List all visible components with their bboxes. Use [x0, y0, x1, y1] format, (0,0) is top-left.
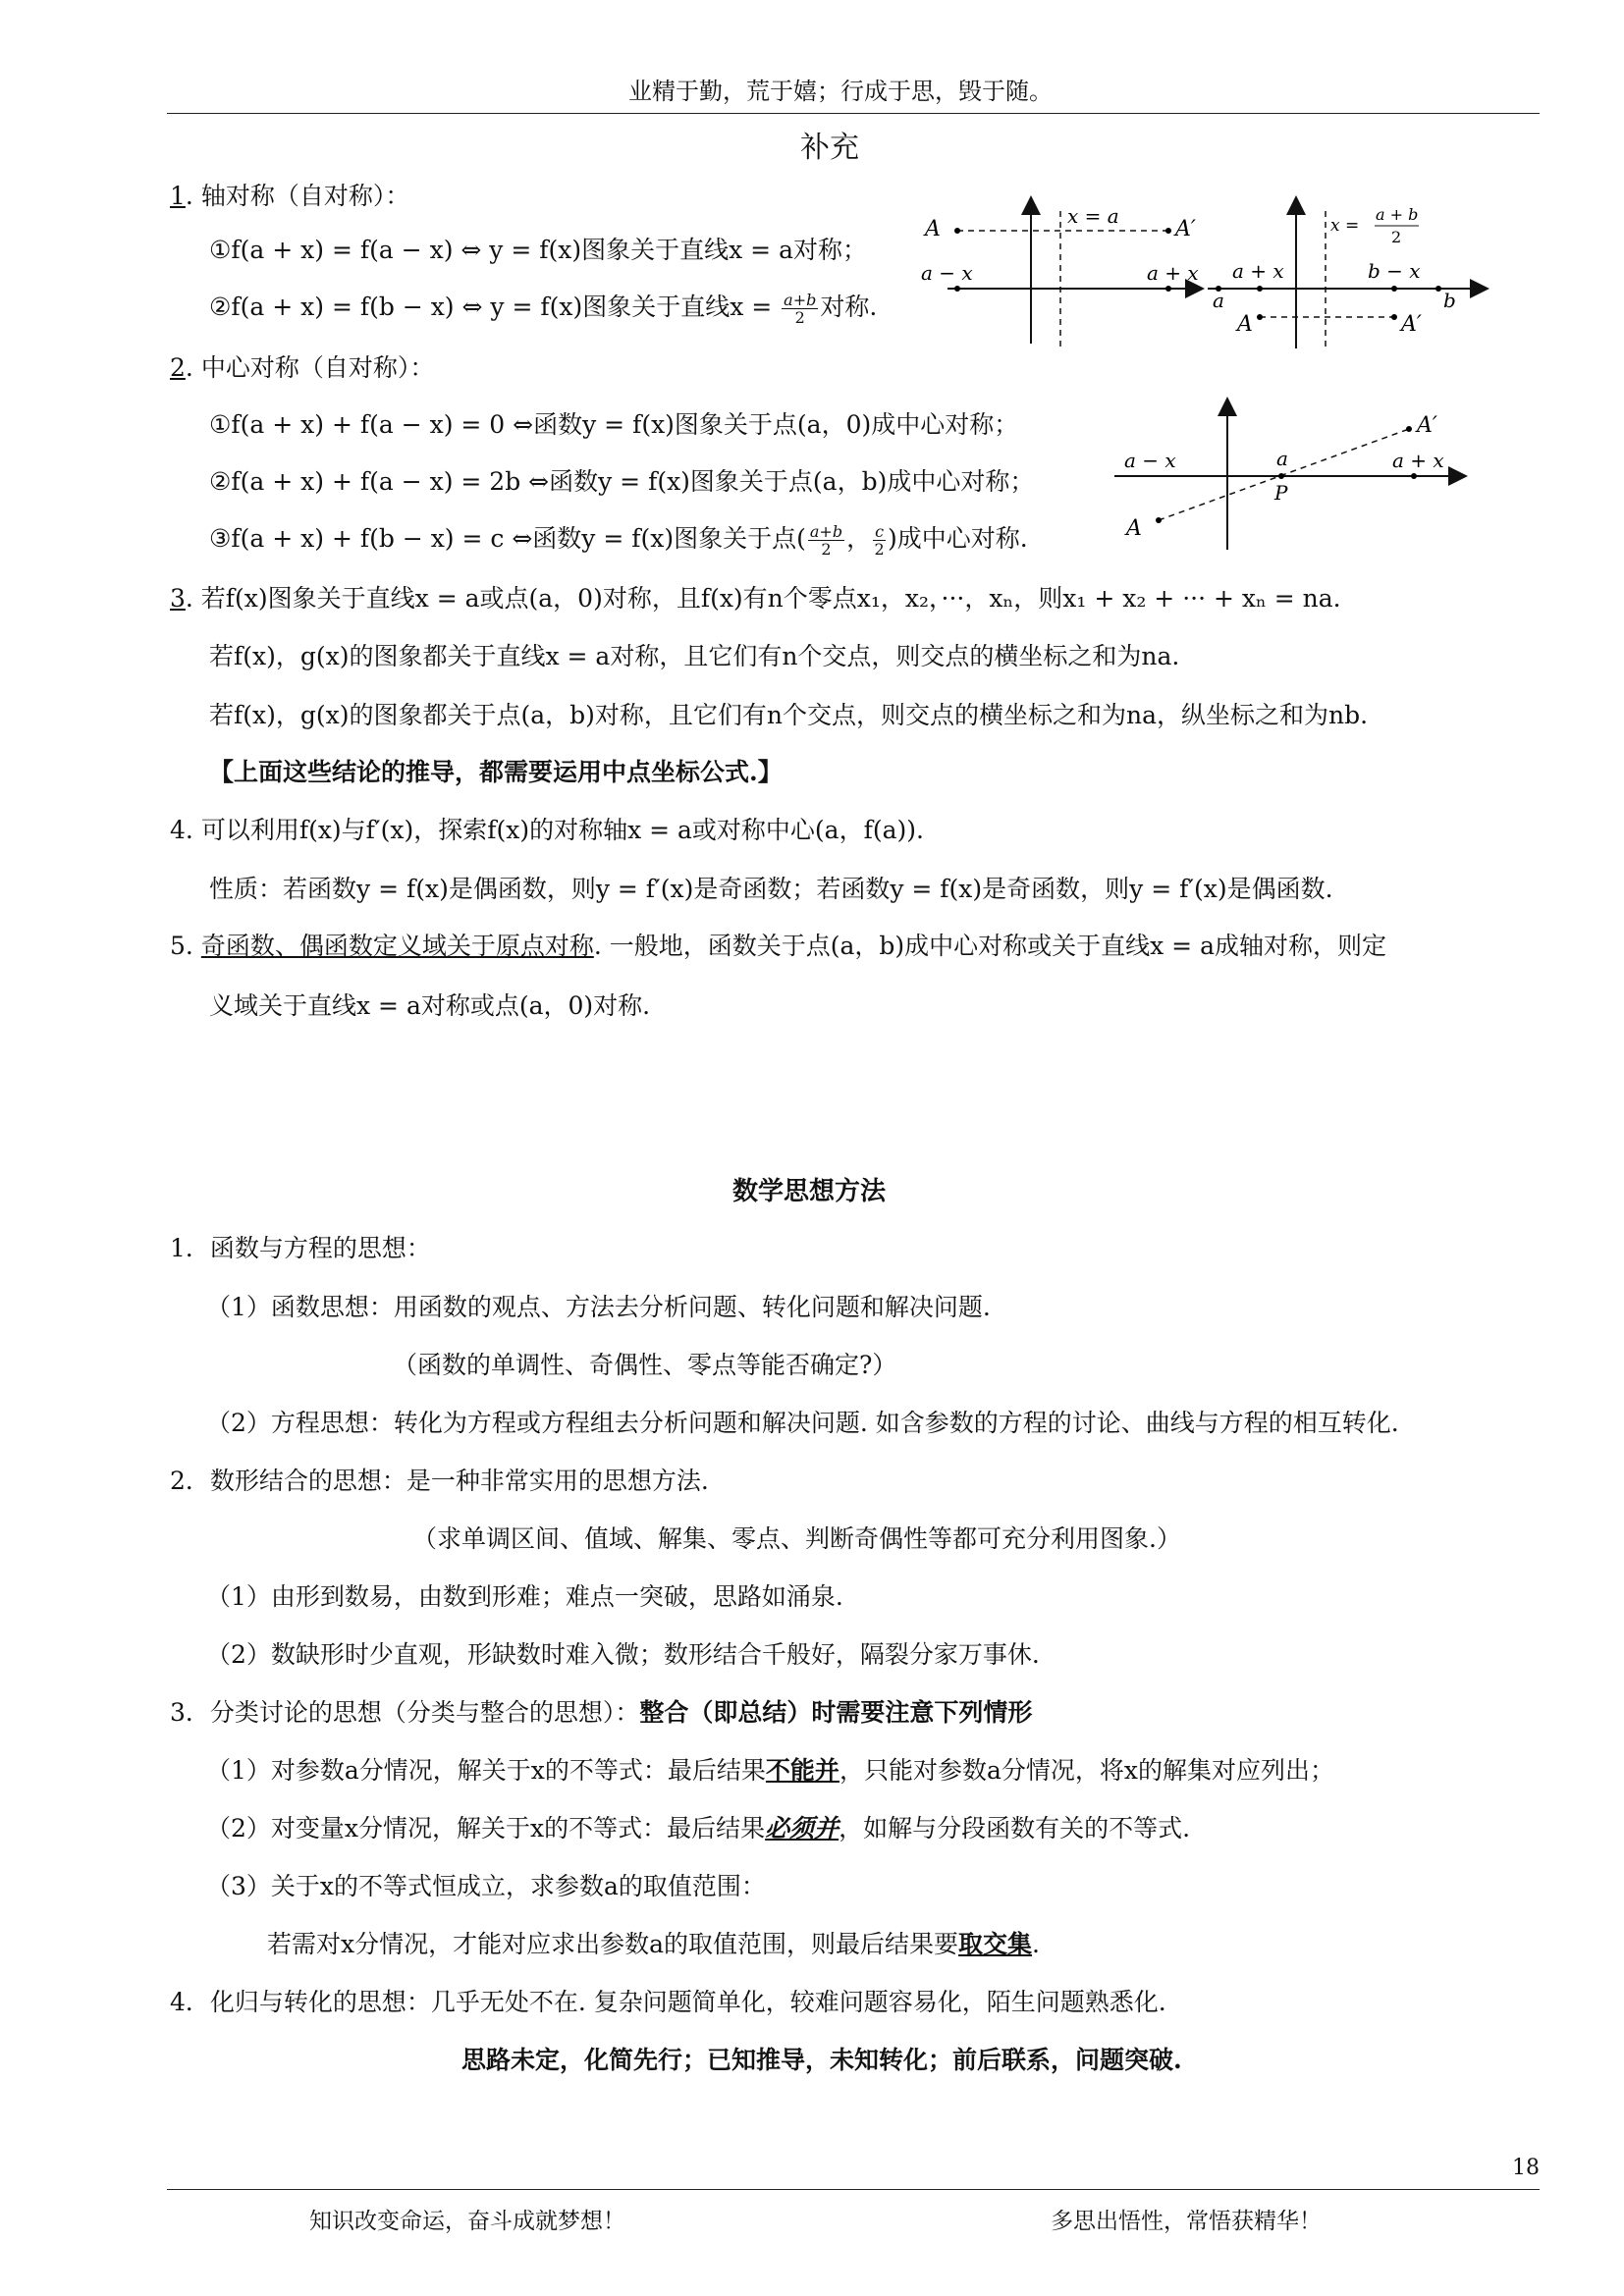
method1-function: （1）函数思想：用函数的观点、方法去分析问题、转化问题和解决问题. — [206, 1293, 991, 1321]
item2-line3: ③f(a + x) + f(b − x) = c ⇔函数y = f(x)图象关于点( $\frac{a+b}{2}$ ， $\frac{c}{2}$ )成中心对称. — [209, 522, 1028, 559]
method3-heading-bold: 整合（即总结）时需要注意下列情形 — [639, 1698, 1033, 1727]
fig3-tick-right — [1411, 473, 1417, 479]
method3-point2: （2）对变量x分情况，解关于x的不等式：最后结果必须并，如解与分段函数有关的不等式. — [206, 1814, 1191, 1842]
item5-line1-rest: . 一般地，函数关于点(a，b)成中心对称或关于直线x = a成轴对称，则定 — [593, 932, 1386, 960]
fig1-label-x-eq: x = a — [1067, 204, 1119, 228]
fig1-label-A-prime: A′ — [1175, 217, 1196, 241]
item1-fraction: $\frac{a+b}{2}$ — [784, 291, 817, 327]
fig2-label-b-minus-x: b − x — [1368, 259, 1421, 283]
fig1-point-A — [954, 228, 960, 234]
header-motto: 业精于勤，荒于嬉；行成于思，毁于随。 — [628, 78, 1053, 105]
fig1-label-right: a + x — [1147, 261, 1199, 285]
item2-fraction-c: $\frac{c}{2}$ — [874, 522, 885, 559]
item4-number: 4. — [170, 816, 193, 844]
figure-axis-symmetry-a — [918, 191, 1213, 348]
fig2-label-num: a + b — [1376, 205, 1419, 224]
item4-line1 — [170, 814, 924, 847]
fig2-tick-b — [1435, 286, 1441, 292]
item2-text: 中心对称（自对称）： — [200, 353, 435, 382]
item5-line2: 义域关于直线x = a对称或点(a，0)对称. — [209, 991, 651, 1020]
item2-fraction-ab: $\frac{a+b}{2}$ — [809, 522, 843, 559]
method3-point2-emph: 必须并 — [765, 1814, 839, 1842]
figure-axis-symmetry-ab — [1203, 191, 1492, 353]
item1-line2-pre: ②f(a + x) = f(b − x) ⇔ y = f(x)图象关于直线x = — [209, 293, 781, 321]
fig3-point-A-prime — [1406, 426, 1412, 432]
item1-number: 1 — [170, 182, 186, 210]
item2-line2: ②f(a + x) + f(a − x) = 2b ⇔函数y = f(x)图象关于点(a，b)成中心对称； — [209, 467, 1035, 496]
fig2-point-A-prime — [1391, 314, 1397, 320]
fig1-tick-right — [1165, 286, 1171, 292]
fig2-point-A — [1257, 314, 1263, 320]
item1-line2 — [209, 291, 877, 326]
item1-line2-post: 对称. — [820, 293, 878, 321]
fig3-point-P — [1278, 473, 1284, 479]
item2-line3-pre: ③f(a + x) + f(b − x) = c ⇔函数y = f(x)图象关于点( — [209, 524, 806, 553]
fig2-label-a-plus-x: a + x — [1232, 259, 1284, 283]
item5-number: 5. — [170, 932, 193, 960]
fig2-tick-bx — [1391, 286, 1397, 292]
method3-point3-emph: 取交集 — [958, 1930, 1033, 1958]
fig2-tick-ax — [1257, 286, 1263, 292]
item1-line1: ①f(a + x) = f(a − x) ⇔ y = f(x)图象关于直线x = a对称； — [209, 236, 867, 264]
figure-central-symmetry — [1114, 393, 1478, 555]
page-number: 18 — [1512, 2156, 1540, 2180]
footer-left-motto: 知识改变命运，奋斗成就梦想！ — [309, 2209, 625, 2234]
item5-line1 — [170, 930, 1386, 963]
item1-label: 1. 轴对称（自对称）： — [170, 182, 410, 210]
fig3-label-P: P — [1274, 481, 1288, 505]
fig1-point-A-prime — [1165, 228, 1171, 234]
method1-heading: 1．函数与方程的思想： — [170, 1234, 431, 1262]
header-rule — [167, 113, 1540, 114]
fig2-label-A: A — [1237, 312, 1253, 337]
item2-line3-post: )成中心对称. — [888, 524, 1028, 553]
method2-note: （求单调区间、值域、解集、零点、判断奇偶性等都可充分利用图象.） — [412, 1524, 1181, 1553]
item2-number: 2 — [170, 353, 186, 382]
fig3-point-A — [1156, 517, 1162, 523]
item2-label: 2. 中心对称（自对称）： — [170, 353, 435, 382]
fig2-label-x-eq: x = — [1330, 216, 1360, 236]
item3-line2: 若f(x)，g(x)的图象都关于直线x = a对称，且它们有n个交点，则交点的横坐标之和为na. — [209, 642, 1180, 670]
method3-point3: （3）关于x的不等式恒成立，求参数a的取值范围： — [206, 1872, 766, 1900]
method2-point2: （2）数缺形时少直观，形缺数时难入微；数形结合千般好，隔裂分家万事休. — [206, 1640, 1040, 1669]
fig2-label-den: 2 — [1391, 228, 1402, 246]
fig3-label-a: a — [1276, 447, 1288, 470]
method1-note: （函数的单调性、奇偶性、零点等能否确定?） — [393, 1351, 897, 1379]
method4-heading: 4．化归与转化的思想：几乎无处不在. 复杂问题简单化，较难问题容易化，陌生问题熟悉化. — [170, 1988, 1166, 2016]
fig2-label-a: a — [1213, 289, 1224, 312]
fig1-label-left: a − x — [921, 261, 973, 285]
section-title-math-methods: 数学思想方法 — [732, 1177, 887, 1206]
method3-heading-text: 3．分类讨论的思想（分类与整合的思想）： — [170, 1698, 640, 1727]
fig2-label-A-prime: A′ — [1401, 312, 1422, 337]
item3-number: 3 — [170, 584, 186, 613]
method2-heading: 2．数形结合的思想：是一种非常实用的思想方法. — [170, 1467, 709, 1495]
fig1-tick-left — [954, 286, 960, 292]
fig3-label-left: a − x — [1124, 449, 1176, 472]
item5-underlined: 奇函数、偶函数定义域关于原点对称 — [200, 932, 594, 960]
item4-line1-text: 可以利用f(x)与f′(x)，探索f(x)的对称轴x = a或对称中心(a，f(a)). — [200, 816, 924, 844]
footer-right-motto: 多思出悟性，常悟获精华！ — [1051, 2209, 1322, 2234]
item3-note: 【上面这些结论的推导，都需要运用中点坐标公式.】 — [209, 758, 783, 786]
method1-equation: （2）方程思想：转化为方程或方程组去分析问题和解决问题. 如含参数的方程的讨论、曲线与方程的相互转化. — [206, 1409, 1399, 1437]
item1-text: 轴对称（自对称）： — [200, 182, 410, 210]
item3-line1-text: . 若f(x)图象关于直线x = a或点(a，0)对称，且f(x)有n个零点x₁，x₂，···，xₙ，则x₁ + x₂ + ··· + xₙ = na. — [185, 584, 1341, 613]
item3-line1 — [170, 582, 1341, 615]
section-title-supplement: 补充 — [800, 131, 859, 165]
fig1-label-A: A — [925, 217, 941, 241]
method3-point3-detail: 若需对x分情况，才能对应求出参数a的取值范围，则最后结果要取交集. — [267, 1930, 1040, 1958]
fig3-label-A-prime: A′ — [1417, 413, 1437, 438]
item3-line3: 若f(x)，g(x)的图象都关于点(a，b)对称，且它们有n个交点，则交点的横坐标之和为na，纵坐标之和为nb. — [209, 701, 1369, 729]
footer-rule — [167, 2189, 1540, 2190]
method3-point1: （1）对参数a分情况，解关于x的不等式：最后结果不能并，只能对参数a分情况，将x的解集对应列出； — [206, 1756, 1334, 1785]
item2-line1: ①f(a + x) + f(a − x) = 0 ⇔函数y = f(x)图象关于点(a，0)成中心对称； — [209, 410, 1019, 439]
fig3-label-right: a + x — [1392, 449, 1444, 472]
method3-heading — [170, 1696, 1032, 1730]
item4-line2: 性质：若函数y = f(x)是偶函数，则y = f′(x)是奇函数；若函数y = f(x)是奇函数，则y = f′(x)是偶函数. — [209, 875, 1333, 903]
fig2-label-b: b — [1443, 289, 1456, 312]
summary-motto: 思路未定，化简先行；已知推导，未知转化；前后联系，问题突破. — [461, 2046, 1182, 2074]
method3-point1-emph: 不能并 — [765, 1756, 839, 1785]
method2-point1: （1）由形到数易，由数到形难；难点一突破，思路如涌泉. — [206, 1582, 843, 1611]
fig3-label-A: A — [1126, 516, 1142, 541]
